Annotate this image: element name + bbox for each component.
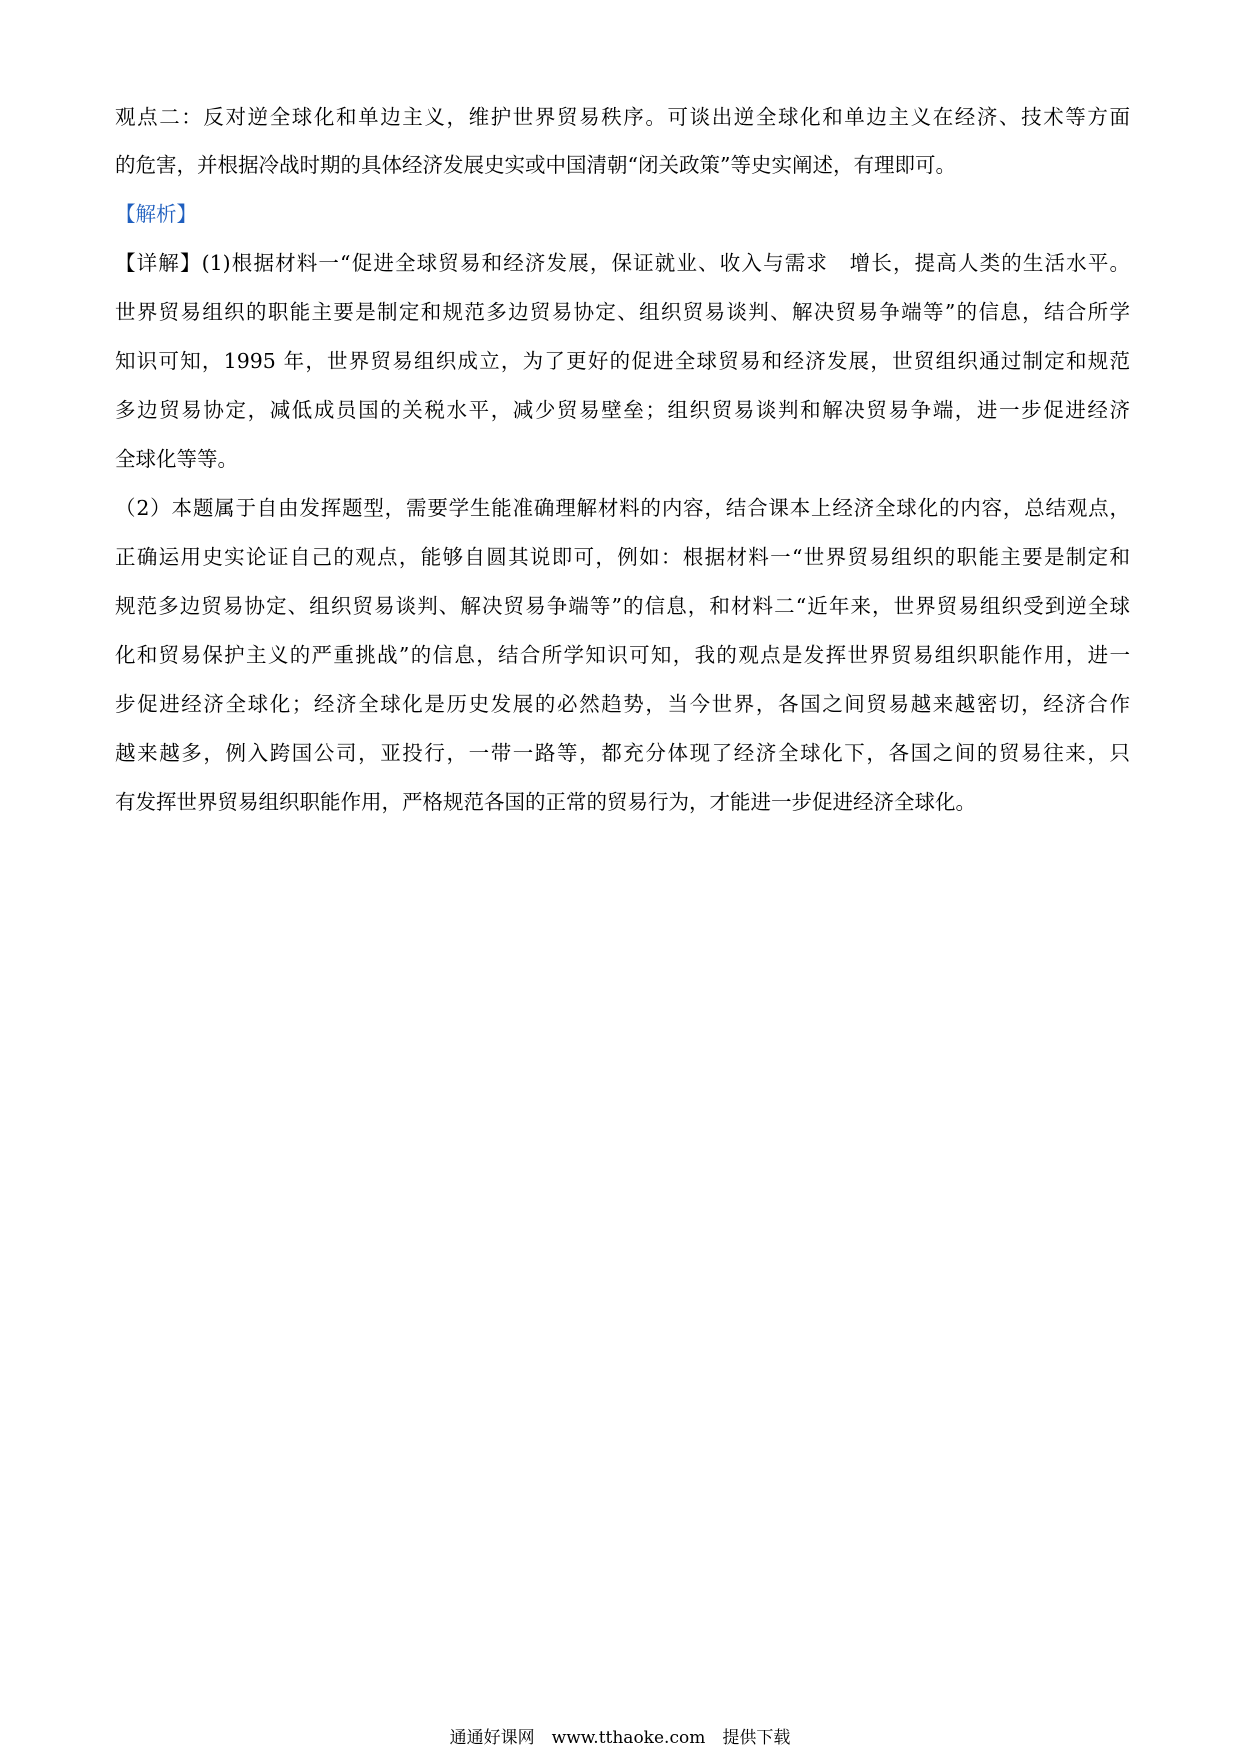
detail-line-2: 世界贸易组织的职能主要是制定和规范多边贸易协定、组织贸易谈判、解决贸易争端等”的信息，结合所学 [115, 300, 1130, 324]
part2-line-3: 规范多边贸易协定、组织贸易谈判、解决贸易争端等”的信息，和材料二“近年来，世界贸易组织受到逆全球 [115, 594, 1130, 618]
detail-line-3: 知识可知，1995 年，世界贸易组织成立，为了更好的促进全球贸易和经济发展，世贸组织通过制定和规范 [115, 349, 1130, 373]
analysis-tag: 【解析】 [115, 202, 197, 226]
detail-line-4: 多边贸易协定，减低成员国的关税水平，减少贸易壁垒；组织贸易谈判和解决贸易争端，进一步促进经济 [115, 398, 1130, 422]
part2-line-4: 化和贸易保护主义的严重挑战”的信息，结合所学知识可知，我的观点是发挥世界贸易组织职能作用，进一 [115, 643, 1130, 667]
detail-line-5: 全球化等等。 [115, 447, 238, 471]
detail-tag: 【详解】 [115, 251, 202, 275]
part2-line-7: 有发挥世界贸易组织职能作用，严格规范各国的正常的贸易行为，才能进一步促进经济全球化。 [115, 790, 976, 814]
part2-line-2: 正确运用史实论证自己的观点，能够自圆其说即可，例如：根据材料一“世界贸易组织的职能主要是制定和 [115, 545, 1130, 569]
part2-line-6: 越来越多，例入跨国公司，亚投行，一带一路等，都充分体现了经济全球化下，各国之间的贸易往来，只 [115, 741, 1130, 765]
part2-line-1: （2）本题属于自由发挥题型，需要学生能准确理解材料的内容，结合课本上经济全球化的内容，总结观点， [115, 496, 1130, 520]
part2-line-5: 步促进经济全球化；经济全球化是历史发展的必然趋势，当今世界，各国之间贸易越来越密切，经济合作 [115, 692, 1130, 716]
viewpoint-two-line-2: 的危害，并根据冷战时期的具体经济发展史实或中国清朝“闭关政策”等史实阐述，有理即可。 [115, 153, 956, 177]
detail-line-1 [115, 248, 1130, 278]
page-footer: 通通好课网 www.tthaoke.com 提供下载 [449, 1728, 791, 1748]
detail-line-1-text: (1)根据材料一“促进全球贸易和经济发展，保证就业、收入与需求 增长，提高人类的生活水平。 [201, 251, 1130, 275]
viewpoint-two-line-1: 观点二：反对逆全球化和单边主义，维护世界贸易秩序。可谈出逆全球化和单边主义在经济、技术等方面 [115, 105, 1130, 129]
